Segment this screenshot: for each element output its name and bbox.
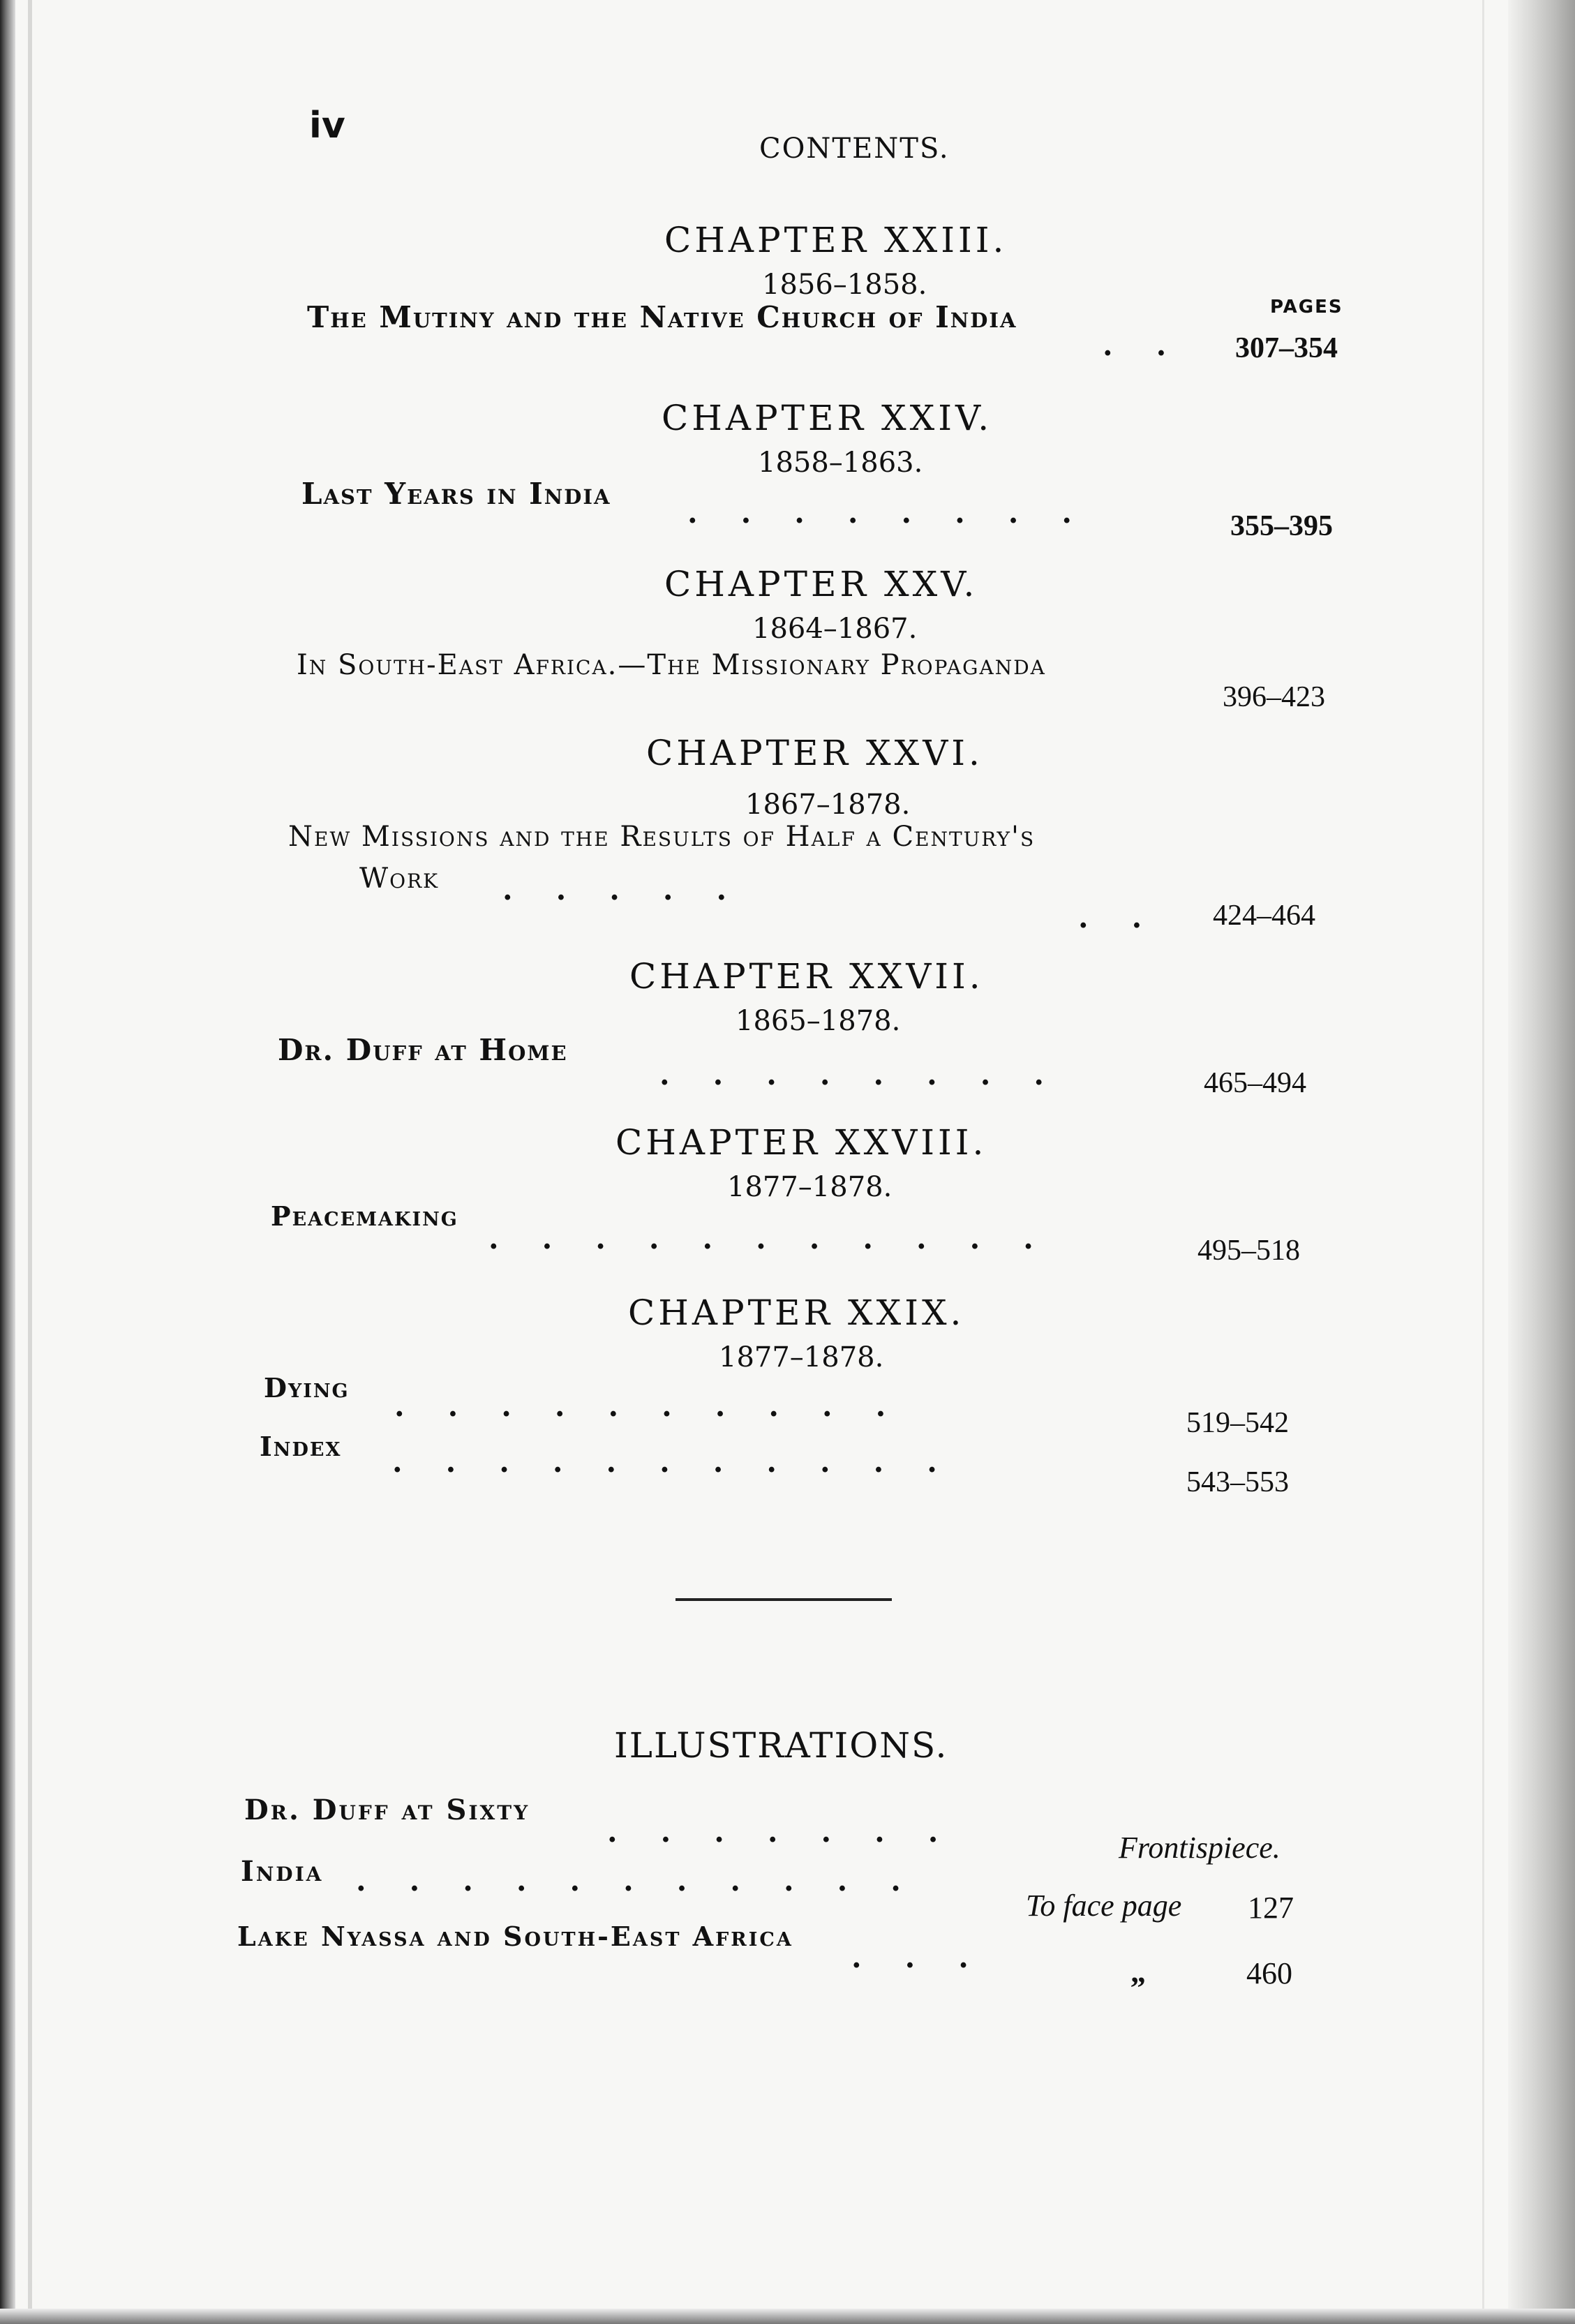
leader-dots: ........... bbox=[356, 1863, 944, 1898]
page-edge-left bbox=[0, 0, 15, 2324]
page-edge-right-line bbox=[1482, 0, 1484, 2324]
leader-dots: ........ bbox=[687, 496, 1115, 530]
chapter-pages: 495–518 bbox=[1197, 1235, 1300, 1267]
chapter-heading: CHAPTER XXIX. bbox=[628, 1293, 965, 1333]
leader-dots: ....... bbox=[607, 1815, 982, 1849]
illustration-page: 127 bbox=[1248, 1891, 1294, 1925]
chapter-heading: CHAPTER XXVII. bbox=[629, 956, 984, 997]
section-divider bbox=[675, 1598, 892, 1601]
leader-dots: .. bbox=[1078, 900, 1186, 934]
chapter-years: 1877–1878. bbox=[727, 1171, 893, 1203]
chapter-heading: CHAPTER XXVIII. bbox=[615, 1122, 987, 1163]
illustrations-heading: ILLUSTRATIONS. bbox=[614, 1725, 948, 1766]
chapter-years: 1858–1863. bbox=[758, 447, 923, 479]
illustration-ref: To face page bbox=[1026, 1889, 1182, 1923]
chapter-heading: CHAPTER XXV. bbox=[664, 564, 978, 604]
pages-column-label: PAGES bbox=[1270, 297, 1343, 318]
chapter-pages: 307–354 bbox=[1235, 332, 1338, 364]
page-edge-left-line bbox=[28, 0, 32, 2324]
chapter-heading: CHAPTER XXIII. bbox=[664, 220, 1008, 260]
running-head: CONTENTS. bbox=[759, 133, 950, 165]
illustration-title: India bbox=[241, 1855, 324, 1888]
illustration-title: Lake Nyassa and South-East Africa bbox=[237, 1921, 793, 1952]
chapter-title: In South-East Africa.—The Missionary Propaganda bbox=[297, 649, 1046, 681]
chapter-title: Peacemaking bbox=[271, 1200, 458, 1232]
page-number: iv bbox=[309, 105, 345, 147]
leader-dots: .......... bbox=[394, 1389, 930, 1423]
chapter-pages: 465–494 bbox=[1204, 1067, 1306, 1099]
leader-dots: ... bbox=[851, 1940, 1012, 1974]
chapter-heading: CHAPTER XXVI. bbox=[646, 733, 983, 773]
chapter-title: New Missions and the Results of Half a Century's bbox=[288, 821, 1036, 853]
chapter-heading: CHAPTER XXIV. bbox=[662, 398, 993, 438]
leader-dots: ........... bbox=[392, 1445, 980, 1479]
illustration-page: 460 bbox=[1246, 1956, 1292, 1990]
chapter-years: 1867–1878. bbox=[745, 789, 911, 821]
leader-dots: .. bbox=[1103, 328, 1210, 362]
illustration-ref: „ bbox=[1130, 1955, 1146, 1989]
illustration-ref: Frontispiece. bbox=[1119, 1831, 1281, 1865]
illustration-title: Dr. Duff at Sixty bbox=[244, 1794, 530, 1826]
chapter-pages: 355–395 bbox=[1230, 510, 1333, 542]
index-pages: 543–553 bbox=[1186, 1466, 1289, 1498]
leader-dots: ........... bbox=[488, 1221, 1077, 1256]
chapter-years: 1864–1867. bbox=[752, 613, 918, 645]
chapter-pages: 519–542 bbox=[1186, 1407, 1289, 1439]
chapter-title: Dr. Duff at Home bbox=[278, 1033, 568, 1067]
chapter-years: 1865–1878. bbox=[736, 1005, 901, 1037]
page-edge-right bbox=[1508, 0, 1575, 2324]
page-edge-bottom bbox=[0, 2309, 1575, 2324]
chapter-title: Dying bbox=[264, 1372, 350, 1403]
chapter-title-continued: Work bbox=[359, 863, 440, 895]
leader-dots: ........ bbox=[659, 1057, 1087, 1092]
chapter-years: 1856–1858. bbox=[762, 269, 927, 301]
chapter-title: The Mutiny and the Native Church of India bbox=[307, 300, 1017, 334]
chapter-pages: 396–423 bbox=[1223, 681, 1325, 713]
chapter-pages: 424–464 bbox=[1213, 900, 1315, 932]
index-title: Index bbox=[260, 1431, 342, 1462]
leader-dots: ..... bbox=[502, 872, 770, 907]
chapter-title: Last Years in India bbox=[301, 477, 611, 511]
chapter-years: 1877–1878. bbox=[719, 1341, 884, 1373]
